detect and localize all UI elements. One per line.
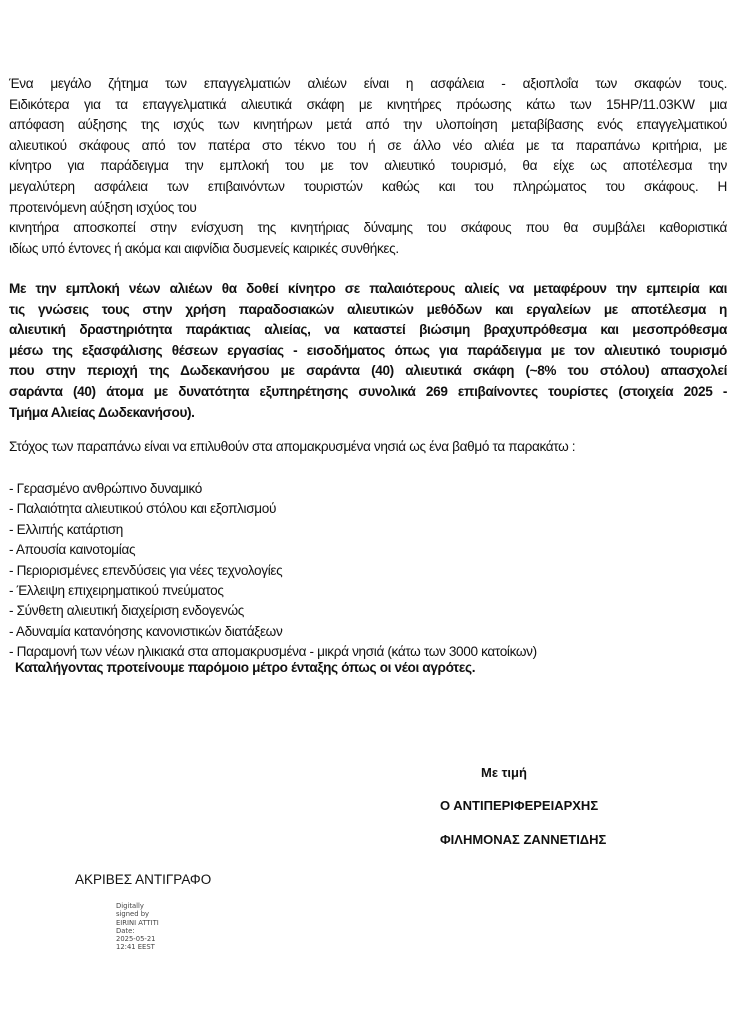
paragraph-line: αλιευτικού σκάφους από τον πατέρα στο τέκνο του ή σε άλλο νέο αλιέα με τα παραπάνω κριτήρια, με (9, 137, 727, 153)
closing-salutation: Με τιμή (481, 765, 527, 780)
digital-signature-stamp (116, 902, 159, 952)
list-item: - Αδυναμία κατανόησης κανονιστικών διατάξεων (9, 623, 283, 639)
paragraph-line: προτεινόμενη αύξηση ισχύος του (9, 199, 197, 215)
paragraph-line: μέσω της εξασφάλισης θέσεων εργασίας - εισοδήματος όπως για παράδειγμα με τον αλιευτικό τουρισμό (9, 342, 727, 358)
signatory-title: Ο ΑΝΤΙΠΕΡΙΦΕΡΕΙΑΡΧΗΣ (440, 798, 599, 813)
paragraph-line: που στην περιοχή της Δωδεκανήσου με σαράντα (40) αλιευτικά σκάφη (~8% του στόλου) απασχολεί (9, 363, 727, 379)
list-item: - Περιορισμένες επενδύσεις για νέες τεχνολογίες (9, 562, 283, 578)
paragraph-line: τις γνώσεις τους στην χρήση παραδοσιακών αλιευτικών μεθόδων και εργαλείων με αποτέλεσμα η (9, 301, 727, 317)
list-item: - Έλλειψη επιχειρηματικού πνεύματος (9, 583, 224, 599)
list-item: - Απουσία καινοτομίας (9, 542, 136, 558)
paragraph-line: Ειδικότερα για τα επαγγελματικά αλιευτικά σκάφη με κινητήρες πρόωσης κάτω των 15HP/11.03KW μια (9, 96, 727, 112)
digital-signature-line: 2025-05-21 (116, 935, 156, 944)
signatory-name: ΦΙΛΗΜΟΝΑΣ ΖΑΝΝΕΤΙΔΗΣ (440, 832, 607, 847)
paragraph-line: Με την εμπλοκή νέων αλιέων θα δοθεί κίνητρο σε παλαιότερους αλιείς να μεταφέρουν την εμπειρία και (9, 281, 727, 296)
paragraph-young-fishers (9, 279, 727, 423)
paragraph-line: ιδίως υπό έντονες ή ακόμα και αιφνίδια δυσμενείς καιρικές συνθήκες. (9, 240, 399, 256)
list-item: - Ελλιπής κατάρτιση (9, 521, 124, 537)
conclusion: Καταλήγοντας προτείνουμε παρόμοιο μέτρο ένταξης όπως οι νέοι αγρότες. (15, 660, 476, 675)
list-item: - Γερασμένο ανθρώπινο δυναμικό (9, 481, 202, 496)
digital-signature-line: EIRINI ATTITI (116, 918, 159, 927)
problems-list (9, 479, 537, 663)
list-item: - Σύνθετη αλιευτική διαχείριση ενδογενώς (9, 603, 244, 619)
paragraph-line: απόφαση αύξησης της ισχύς των κινητήρων μετά από την υλοποίηση μεταβίβασης ενός επαγγελματικού (9, 117, 727, 133)
paragraph-line: αλιευτική δραστηριότητα παράκτιας αλιείας, να καταστεί βιώσιμη βραχυπρόθεσμα και μεσοπρόθεσμα (9, 322, 727, 338)
paragraph-line: κίνητρο για παράδειγμα την εμπλοκή του με τον αλιευτικό τουρισμό, θα είχε ως αποτέλεσμα την (9, 158, 727, 174)
paragraph-line: σαράντα (40) άτομα με δυνατότητα εξυπηρέτησης συνολικά 269 επιβαίνοντες τουρίστες (στοιχεία 2025 - (9, 383, 727, 399)
list-item: - Παλαιότητα αλιευτικού στόλου και εξοπλισμού (9, 501, 277, 517)
certified-copy-label: ΑΚΡΙΒΕΣ ΑΝΤΙΓΡΑΦΟ (75, 872, 212, 887)
paragraph-line: κινητήρα αποσκοπεί στην ενίσχυση της κινητήριας δύναμης του σκάφους που θα συμβάλει καθοριστικά (9, 220, 727, 236)
digital-signature-line: 12:41 EEST (116, 943, 155, 952)
digital-signature-line: Date: (116, 926, 135, 935)
goal-intro: Στόχος των παραπάνω είναι να επιλυθούν στα απομακρυσμένα νησιά ως ένα βαθμό τα παρακάτω : (9, 439, 576, 454)
paragraph-line: Τμήμα Αλιείας Δωδεκανήσου). (9, 404, 195, 420)
list-item: - Παραμονή των νέων ηλικιακά στα απομακρυσμένα - μικρά νησιά (κάτω των 3000 κατοίκων) (9, 644, 537, 660)
digital-signature-line: Digitally (116, 902, 144, 910)
paragraph-line: Ένα μεγάλο ζήτημα των επαγγελματιών αλιέων είναι η ασφάλεια - αξιοπλοΐα των σκαφών τους. (9, 76, 727, 91)
paragraph-vessel-safety (9, 74, 727, 259)
digital-signature-line: signed by (116, 910, 150, 919)
paragraph-line: μεγαλύτερη ασφάλεια των επιβαινόντων τουριστών καθώς και του πληρώματος του σκάφους. Η (9, 178, 727, 194)
